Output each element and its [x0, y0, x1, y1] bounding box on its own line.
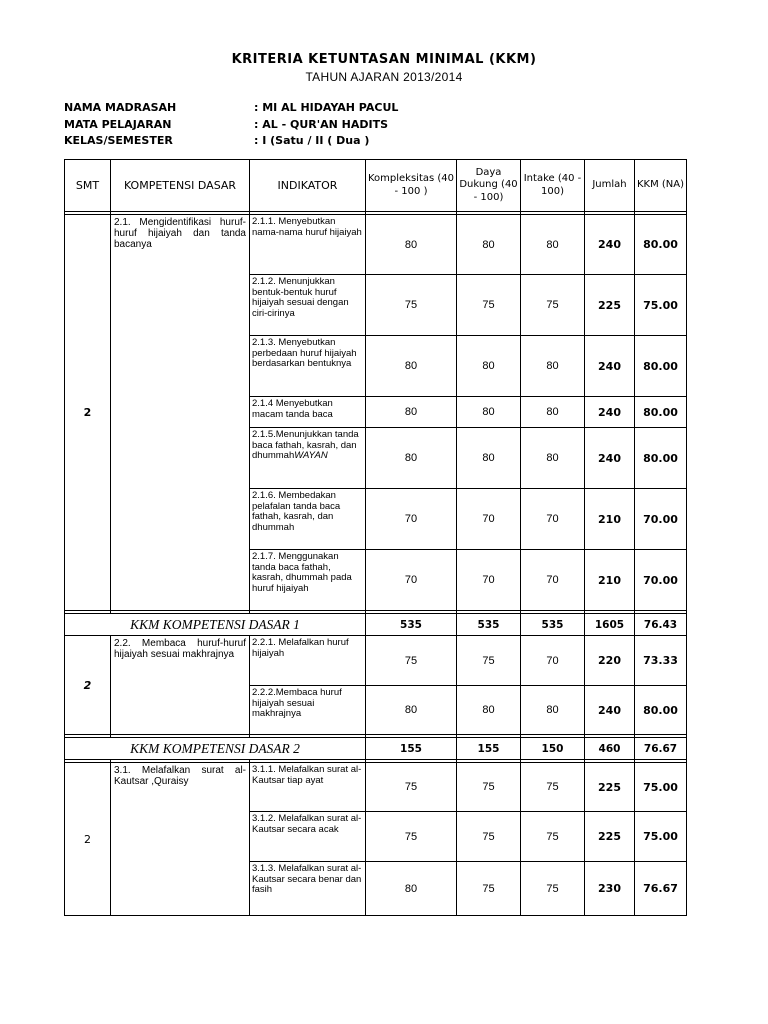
col-header-jumlah: Jumlah	[585, 160, 635, 212]
summary-jumlah: 1605	[585, 614, 635, 636]
indikator-cell: 3.1.3. Melafalkan surat al-Kautsar secara benar dan fasih	[250, 862, 366, 916]
indikator-cell: 2.1.4 Menyebutkan macam tanda baca	[250, 397, 366, 428]
col-header-kompetensi-dasar: KOMPETENSI DASAR	[111, 160, 250, 212]
kkm-cell: 80.00	[635, 397, 687, 428]
daya-dukung-cell: 80	[457, 336, 521, 397]
daya-dukung-cell: 80	[457, 686, 521, 735]
kompleksitas-cell: 80	[366, 862, 457, 916]
intake-cell: 80	[521, 215, 585, 275]
kkm-cell: 80.00	[635, 215, 687, 275]
page-title: KRITERIA KETUNTASAN MINIMAL (KKM)	[231, 52, 537, 67]
indikator-text: 2.1.5.Menunjukkan tanda baca fathah, kasrah, dan dhummah	[252, 429, 359, 461]
daya-dukung-cell: 75	[457, 812, 521, 862]
info-value: : AL - QUR'AN HADITS	[254, 118, 389, 131]
intake-cell: 80	[521, 336, 585, 397]
indikator-cell: 2.1.1. Menyebutkan nama-nama huruf hijaiyah	[250, 215, 366, 275]
info-value: : I (Satu / II ( Dua )	[254, 134, 370, 147]
kompleksitas-cell: 75	[366, 275, 457, 336]
smt-cell: 2	[65, 636, 111, 735]
kkm-cell: 76.67	[635, 862, 687, 916]
indikator-cell: 2.1.6. Membedakan pelafalan tanda baca fathah, kasrah, dan dhummah	[250, 489, 366, 550]
kompleksitas-cell: 75	[366, 763, 457, 812]
summary-label: KKM KOMPETENSI DASAR 2	[65, 738, 366, 760]
smt-cell: 2	[65, 763, 111, 916]
jumlah-cell: 210	[585, 550, 635, 611]
info-label: MATA PELAJARAN	[64, 118, 172, 131]
daya-dukung-cell: 75	[457, 275, 521, 336]
daya-dukung-cell: 75	[457, 763, 521, 812]
indikator-cell: 2.1.2. Menunjukkan bentuk-bentuk huruf hijaiyah sesuai dengan ciri-cirinya	[250, 275, 366, 336]
summary-row	[65, 614, 687, 636]
summary-intake: 150	[521, 738, 585, 760]
indikator-cell: 2.1.3. Menyebutkan perbedaan huruf hijaiyah berdasarkan bentuknya	[250, 336, 366, 397]
summary-kkm: 76.43	[635, 614, 687, 636]
summary-row	[65, 738, 687, 760]
kkm-cell: 75.00	[635, 812, 687, 862]
indikator-cell: 2.1.7. Menggunakan tanda baca fathah, kasrah, dhummah pada huruf hijaiyah	[250, 550, 366, 611]
daya-dukung-cell: 70	[457, 489, 521, 550]
intake-cell: 75	[521, 763, 585, 812]
kkm-cell: 80.00	[635, 428, 687, 489]
jumlah-cell: 240	[585, 428, 635, 489]
intake-cell: 75	[521, 812, 585, 862]
kkm-cell: 80.00	[635, 686, 687, 735]
kompleksitas-cell: 80	[366, 336, 457, 397]
col-header-indikator: INDIKATOR	[250, 160, 366, 212]
jumlah-cell: 225	[585, 763, 635, 812]
col-header-kompleksitas: Kompleksitas (40 - 100 )	[366, 160, 457, 212]
kompetensi-dasar-cell: 2.2. Membaca huruf-huruf hijaiyah sesuai makhrajnya	[111, 636, 250, 735]
page-subtitle: TAHUN AJARAN 2013/2014	[305, 70, 463, 84]
kompleksitas-cell: 80	[366, 686, 457, 735]
kompleksitas-cell: 75	[366, 812, 457, 862]
col-header-daya-dukung: Daya Dukung (40 - 100)	[457, 160, 521, 212]
table-row	[65, 763, 687, 812]
kompleksitas-cell: 80	[366, 397, 457, 428]
indikator-suffix: WAYAN	[294, 450, 328, 461]
summary-intake: 535	[521, 614, 585, 636]
table-row	[65, 636, 687, 686]
daya-dukung-cell: 75	[457, 636, 521, 686]
summary-jumlah: 460	[585, 738, 635, 760]
kompleksitas-cell: 80	[366, 215, 457, 275]
kkm-table	[64, 159, 687, 916]
jumlah-cell: 240	[585, 215, 635, 275]
jumlah-cell: 240	[585, 336, 635, 397]
jumlah-cell: 240	[585, 686, 635, 735]
daya-dukung-cell: 80	[457, 428, 521, 489]
smt-cell: 2	[65, 215, 111, 611]
kkm-cell: 75.00	[635, 763, 687, 812]
table-header-row	[65, 160, 687, 212]
kkm-cell: 73.33	[635, 636, 687, 686]
kompleksitas-cell: 70	[366, 489, 457, 550]
daya-dukung-cell: 70	[457, 550, 521, 611]
kkm-cell: 70.00	[635, 550, 687, 611]
indikator-cell: 2.2.2.Membaca huruf hijaiyah sesuai makhrajnya	[250, 686, 366, 735]
kompleksitas-cell: 70	[366, 550, 457, 611]
summary-kompleksitas: 535	[366, 614, 457, 636]
jumlah-cell: 225	[585, 812, 635, 862]
table-row	[65, 215, 687, 275]
daya-dukung-cell: 75	[457, 862, 521, 916]
jumlah-cell: 220	[585, 636, 635, 686]
intake-cell: 75	[521, 275, 585, 336]
intake-cell: 80	[521, 686, 585, 735]
intake-cell: 70	[521, 636, 585, 686]
jumlah-cell: 225	[585, 275, 635, 336]
kkm-cell: 75.00	[635, 275, 687, 336]
info-value: : MI AL HIDAYAH PACUL	[254, 101, 399, 114]
intake-cell: 70	[521, 489, 585, 550]
summary-daya-dukung: 535	[457, 614, 521, 636]
indikator-cell: 3.1.1. Melafalkan surat al-Kautsar tiap ayat	[250, 763, 366, 812]
intake-cell: 70	[521, 550, 585, 611]
col-header-kkm: KKM (NA)	[635, 160, 687, 212]
intake-cell: 75	[521, 862, 585, 916]
daya-dukung-cell: 80	[457, 215, 521, 275]
kkm-cell: 80.00	[635, 336, 687, 397]
kompetensi-dasar-cell: 2.1. Mengidentifikasi huruf-huruf hijaiyah dan tanda bacanya	[111, 215, 250, 611]
summary-daya-dukung: 155	[457, 738, 521, 760]
indikator-cell: 2.2.1. Melafalkan huruf hijaiyah	[250, 636, 366, 686]
col-header-intake: Intake (40 - 100)	[521, 160, 585, 212]
indikator-cell: 3.1.2. Melafalkan surat al-Kautsar secara acak	[250, 812, 366, 862]
summary-label: KKM KOMPETENSI DASAR 1	[65, 614, 366, 636]
jumlah-cell: 210	[585, 489, 635, 550]
kompetensi-dasar-cell: 3.1. Melafalkan surat al-Kautsar ,Quraisy	[111, 763, 250, 916]
summary-kkm: 76.67	[635, 738, 687, 760]
kompleksitas-cell: 75	[366, 636, 457, 686]
info-label: NAMA MADRASAH	[64, 101, 177, 114]
jumlah-cell: 240	[585, 397, 635, 428]
intake-cell: 80	[521, 397, 585, 428]
summary-kompleksitas: 155	[366, 738, 457, 760]
kompleksitas-cell: 80	[366, 428, 457, 489]
col-header-smt: SMT	[65, 160, 111, 212]
indikator-cell	[250, 428, 366, 489]
daya-dukung-cell: 80	[457, 397, 521, 428]
intake-cell: 80	[521, 428, 585, 489]
info-label: KELAS/SEMESTER	[64, 134, 173, 147]
kkm-cell: 70.00	[635, 489, 687, 550]
jumlah-cell: 230	[585, 862, 635, 916]
